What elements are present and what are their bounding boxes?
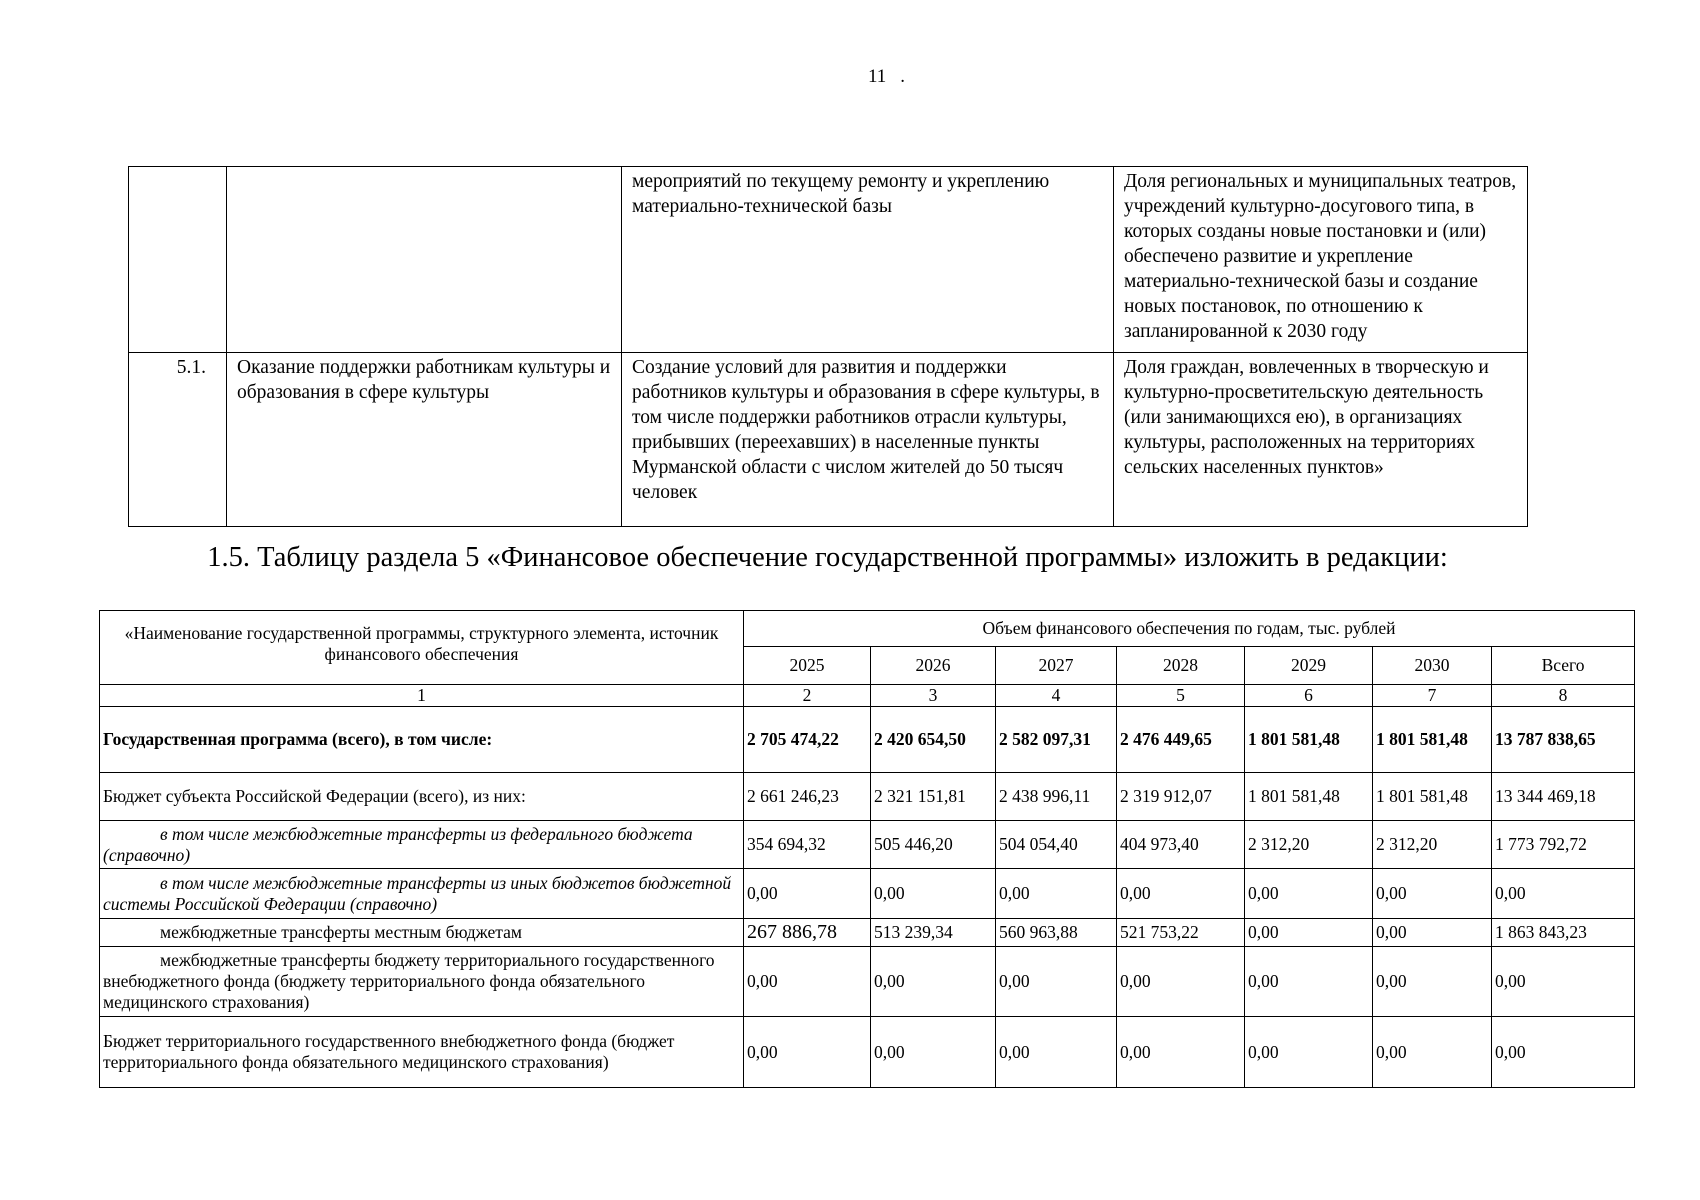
column-number: 3 (871, 685, 996, 707)
value-cell: 2 321 151,81 (871, 773, 996, 821)
value-cell: 0,00 (1245, 1017, 1373, 1088)
value-cell: 2 476 449,65 (1117, 707, 1245, 773)
row-label: в том числе межбюджетные трансферты из федерального бюджета (справочно) (100, 821, 744, 869)
value-cell: 0,00 (871, 869, 996, 919)
value-cell: 0,00 (1373, 947, 1492, 1017)
value-cell: 0,00 (1373, 919, 1492, 947)
value-cell: 504 054,40 (996, 821, 1117, 869)
table-row (100, 707, 1635, 773)
total-cell: 0,00 (1492, 1017, 1635, 1088)
column-number: 2 (744, 685, 871, 707)
finance-table (99, 610, 1635, 1088)
value-cell: 354 694,32 (744, 821, 871, 869)
value-cell: 0,00 (1117, 1017, 1245, 1088)
year-header: 2028 (1117, 647, 1245, 685)
value-cell: 0,00 (996, 869, 1117, 919)
task-description: Создание условий для развития и поддержки работников культуры и образования в сфере культуры, в том числе поддержки работников отрасли культуры, прибывших (переехавших) в населенные пункты Мурманской области с числом жителей до 50 тысяч человек (622, 353, 1114, 527)
total-cell: 0,00 (1492, 869, 1635, 919)
value-cell: 560 963,88 (996, 919, 1117, 947)
value-cell: 0,00 (1245, 869, 1373, 919)
page-number (868, 66, 905, 88)
column-number-row (100, 685, 1635, 707)
year-header: 2025 (744, 647, 871, 685)
value-cell: 404 973,40 (1117, 821, 1245, 869)
value-cell: 2 312,20 (1245, 821, 1373, 869)
value-cell: 1 801 581,48 (1245, 707, 1373, 773)
table-row (100, 1017, 1635, 1088)
column-number: 4 (996, 685, 1117, 707)
total-cell: 0,00 (1492, 947, 1635, 1017)
row-number: 5.1. (129, 353, 227, 527)
column-number: 8 (1492, 685, 1635, 707)
year-header: 2030 (1373, 647, 1492, 685)
indicator-description: Доля региональных и муниципальных театров, учреждений культурно-досугового типа, в которых созданы новые постановки и (или) обеспечено развитие и укрепление материально-технической базы и создание новых постановок, по отношению к запланированной к 2030 году (1114, 167, 1528, 353)
value-cell: 0,00 (871, 947, 996, 1017)
row-label: межбюджетные трансферты местным бюджетам (100, 919, 744, 947)
value-cell: 0,00 (1117, 869, 1245, 919)
column-number: 5 (1117, 685, 1245, 707)
value-cell: 2 705 474,22 (744, 707, 871, 773)
year-header: 2029 (1245, 647, 1373, 685)
total-cell: 13 344 469,18 (1492, 773, 1635, 821)
row-label: межбюджетные трансферты бюджету территориального государственного внебюджетного фонда (бюджету территориального фонда обязательного медицинского страхования) (100, 947, 744, 1017)
value-cell: 0,00 (996, 947, 1117, 1017)
value-cell: 0,00 (1373, 1017, 1492, 1088)
value-cell: 2 319 912,07 (1117, 773, 1245, 821)
structural-element-name: Оказание поддержки работникам культуры и образования в сфере культуры (227, 353, 622, 527)
value-cell: 0,00 (744, 869, 871, 919)
table-row (100, 773, 1635, 821)
value-cell: 0,00 (1245, 947, 1373, 1017)
total-header: Всего (1492, 647, 1635, 685)
value-cell: 2 312,20 (1373, 821, 1492, 869)
value-cell: 2 438 996,11 (996, 773, 1117, 821)
value-cell: 0,00 (1373, 869, 1492, 919)
value-cell: 0,00 (744, 1017, 871, 1088)
table-row (129, 167, 1528, 353)
row-label: Государственная программа (всего), в том числе: (100, 707, 744, 773)
value-cell: 2 582 097,31 (996, 707, 1117, 773)
value-cell: 521 753,22 (1117, 919, 1245, 947)
header-row (100, 611, 1635, 647)
section-title: 1.5. Таблицу раздела 5 «Финансовое обеспечение государственной программы» изложить в редакции: (207, 542, 1448, 573)
value-cell: 0,00 (996, 1017, 1117, 1088)
header-group-cell: Объем финансового обеспечения по годам, тыс. рублей (744, 611, 1635, 647)
task-description: мероприятий по текущему ремонту и укреплению материально-технической базы (622, 167, 1114, 353)
column-number: 7 (1373, 685, 1492, 707)
column-number: 1 (100, 685, 744, 707)
row-label: Бюджет территориального государственного внебюджетного фонда (бюджет территориального фонда обязательного медицинского страхования) (100, 1017, 744, 1088)
year-header: 2027 (996, 647, 1117, 685)
table-row (100, 947, 1635, 1017)
value-cell: 267 886,78 (744, 919, 871, 947)
value-cell: 1 801 581,48 (1245, 773, 1373, 821)
value-cell: 1 801 581,48 (1373, 773, 1492, 821)
total-cell: 13 787 838,65 (1492, 707, 1635, 773)
value-cell: 2 661 246,23 (744, 773, 871, 821)
row-label: в том числе межбюджетные трансферты из иных бюджетов бюджетной системы Российской Федерации (справочно) (100, 869, 744, 919)
total-cell: 1 773 792,72 (1492, 821, 1635, 869)
value-cell: 505 446,20 (871, 821, 996, 869)
table-row (100, 869, 1635, 919)
table-row (100, 821, 1635, 869)
value-cell: 0,00 (1245, 919, 1373, 947)
total-cell: 1 863 843,23 (1492, 919, 1635, 947)
year-header: 2026 (871, 647, 996, 685)
value-cell: 513 239,34 (871, 919, 996, 947)
header-name-cell: «Наименование государственной программы, структурного элемента, источник финансового обеспечения (100, 611, 744, 685)
value-cell: 2 420 654,50 (871, 707, 996, 773)
page-number-value: 11 (868, 66, 887, 87)
value-cell: 0,00 (744, 947, 871, 1017)
table-row (100, 919, 1635, 947)
value-cell: 0,00 (1117, 947, 1245, 1017)
page-mark: . (900, 66, 906, 87)
indicator-description: Доля граждан, вовлеченных в творческую и культурно-просветительскую деятельность (или занимающихся ею), в организациях культуры, расположенных на территориях сельских населенных пунктов» (1114, 353, 1528, 527)
value-cell: 0,00 (871, 1017, 996, 1088)
value-cell: 1 801 581,48 (1373, 707, 1492, 773)
indicators-table (128, 166, 1528, 527)
row-label: Бюджет субъекта Российской Федерации (всего), из них: (100, 773, 744, 821)
column-number: 6 (1245, 685, 1373, 707)
table-row (129, 353, 1528, 527)
structural-element-name (227, 167, 622, 353)
row-number (129, 167, 227, 353)
